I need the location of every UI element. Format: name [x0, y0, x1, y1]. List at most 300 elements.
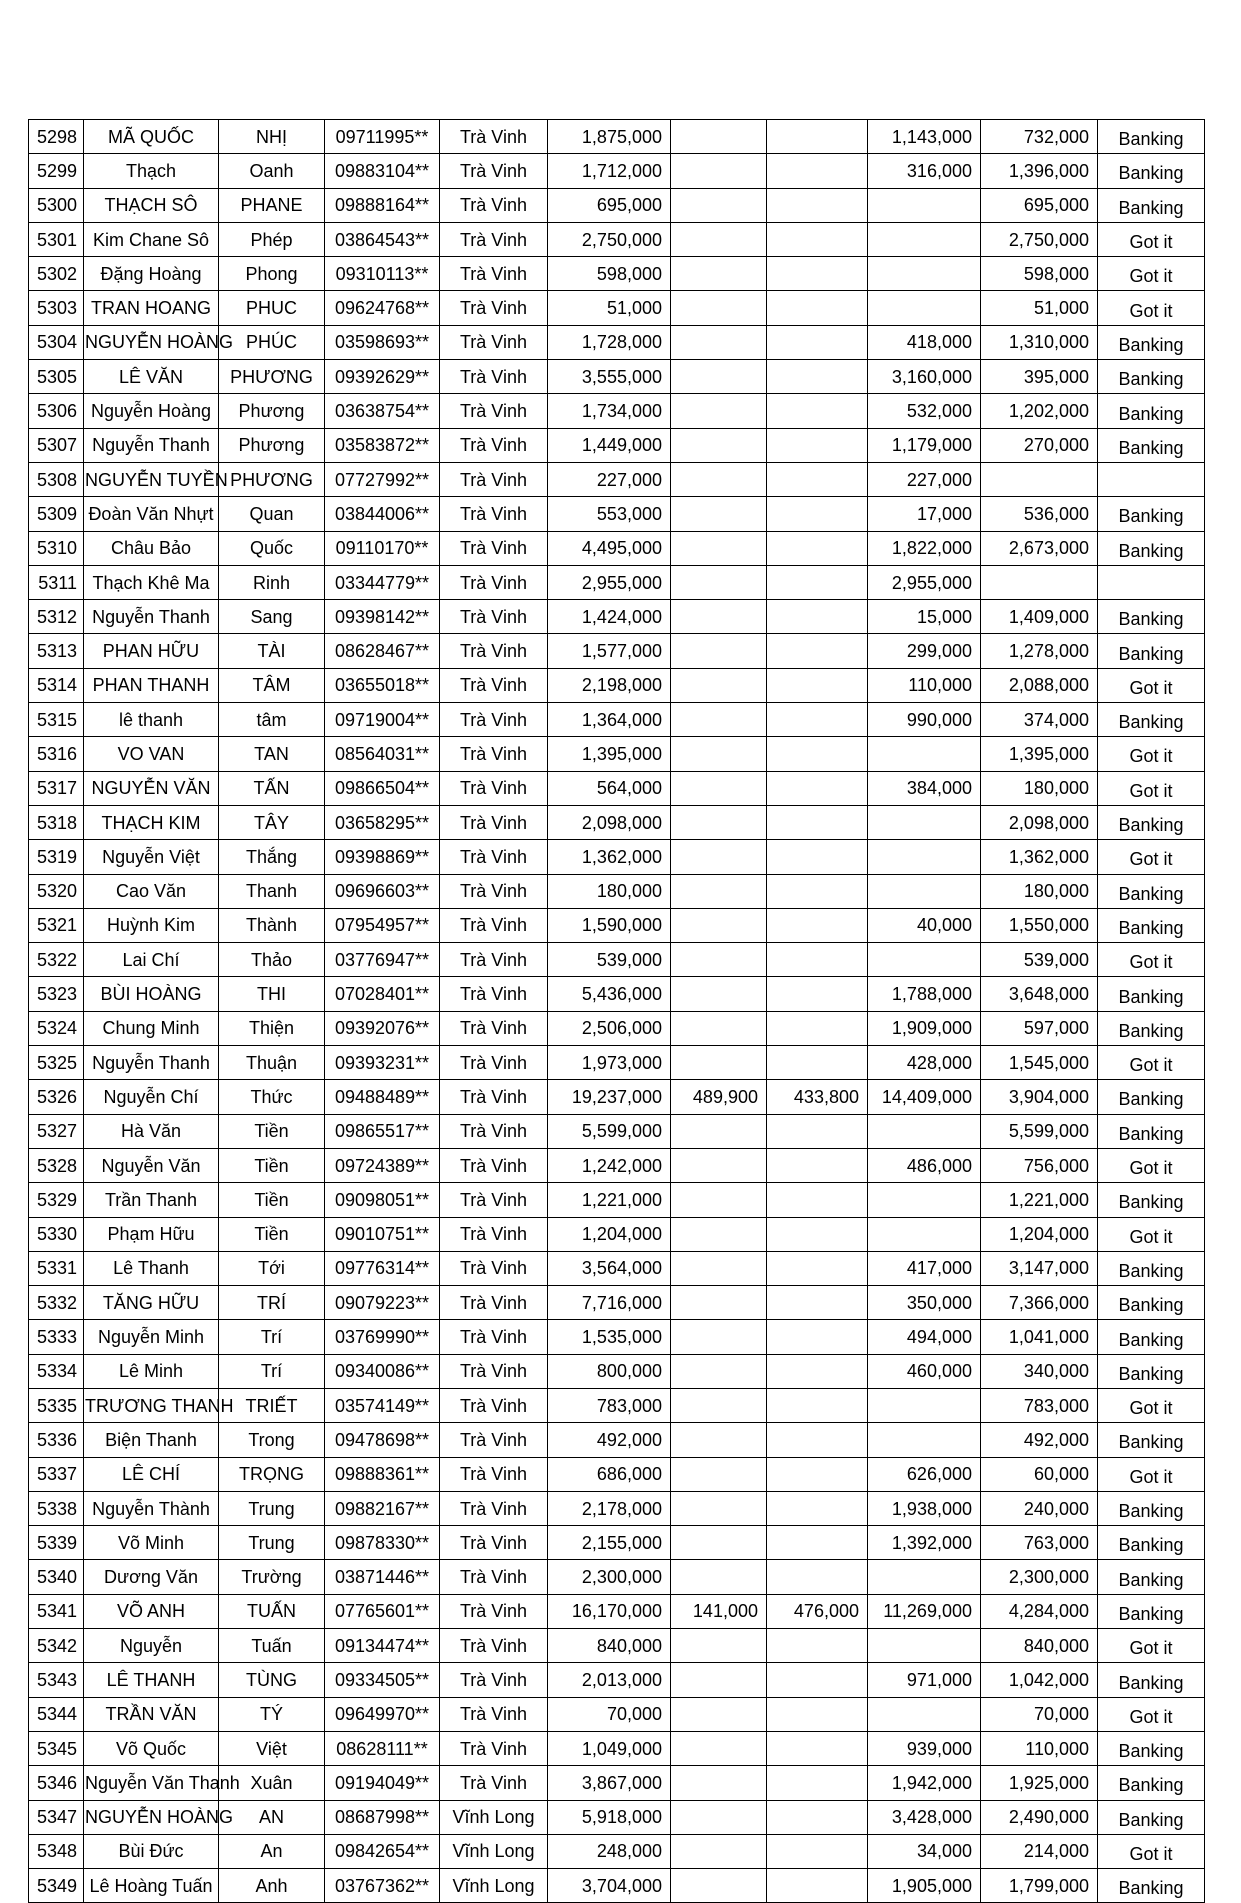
- amount-column-3: 316,000: [868, 154, 981, 188]
- total-amount: 1,204,000: [548, 1217, 671, 1251]
- remaining-amount: 1,799,000: [981, 1869, 1098, 1903]
- row-number: 5347: [29, 1800, 84, 1834]
- province: Trà Vinh: [440, 840, 548, 874]
- amount-column-3: 14,409,000: [868, 1080, 981, 1114]
- amount-column-2: [767, 977, 868, 1011]
- amount-column-2: [767, 565, 868, 599]
- province: Vĩnh Long: [440, 1800, 548, 1834]
- amount-column-3: 428,000: [868, 1046, 981, 1080]
- total-amount: 227,000: [548, 462, 671, 496]
- total-amount: 1,395,000: [548, 737, 671, 771]
- province: Trà Vinh: [440, 1731, 548, 1765]
- given-name: Tiền: [219, 1217, 325, 1251]
- family-name: Nguyễn Thanh: [84, 428, 219, 462]
- total-amount: 19,237,000: [548, 1080, 671, 1114]
- family-name: Nguyễn: [84, 1629, 219, 1663]
- amount-column-3: 1,905,000: [868, 1869, 981, 1903]
- total-amount: 7,716,000: [548, 1286, 671, 1320]
- amount-column-2: [767, 360, 868, 394]
- payment-method: Got it: [1098, 840, 1205, 874]
- amount-column-3: 3,428,000: [868, 1800, 981, 1834]
- phone-number: 09310113**: [325, 257, 440, 291]
- row-number: 5302: [29, 257, 84, 291]
- table-row: [29, 1663, 1205, 1697]
- amount-column-2: [767, 1217, 868, 1251]
- amount-column-1: [671, 1183, 767, 1217]
- row-number: 5342: [29, 1629, 84, 1663]
- family-name: TRẦN VĂN: [84, 1697, 219, 1731]
- table-row: [29, 428, 1205, 462]
- amount-column-3: [868, 1697, 981, 1731]
- amount-column-2: [767, 737, 868, 771]
- table-row: [29, 1080, 1205, 1114]
- table-row: [29, 531, 1205, 565]
- family-name: LÊ CHÍ: [84, 1457, 219, 1491]
- amount-column-1: [671, 805, 767, 839]
- family-name: Kim Chane Sô: [84, 222, 219, 256]
- amount-column-1: [671, 1011, 767, 1045]
- given-name: TÝ: [219, 1697, 325, 1731]
- remaining-amount: 3,904,000: [981, 1080, 1098, 1114]
- total-amount: 2,013,000: [548, 1663, 671, 1697]
- family-name: VÕ ANH: [84, 1594, 219, 1628]
- amount-column-1: [671, 1766, 767, 1800]
- table-row: [29, 1629, 1205, 1663]
- total-amount: 3,555,000: [548, 360, 671, 394]
- amount-column-1: [671, 360, 767, 394]
- province: Trà Vinh: [440, 1183, 548, 1217]
- remaining-amount: 51,000: [981, 291, 1098, 325]
- payment-method: Got it: [1098, 1046, 1205, 1080]
- given-name: Thảo: [219, 943, 325, 977]
- row-number: 5330: [29, 1217, 84, 1251]
- phone-number: 09724389**: [325, 1148, 440, 1182]
- row-number: 5303: [29, 291, 84, 325]
- payment-method: Banking: [1098, 1526, 1205, 1560]
- given-name: PHÚC: [219, 325, 325, 359]
- given-name: TÀI: [219, 634, 325, 668]
- row-number: 5316: [29, 737, 84, 771]
- phone-number: 09334505**: [325, 1663, 440, 1697]
- province: Trà Vinh: [440, 1663, 548, 1697]
- amount-column-1: [671, 1423, 767, 1457]
- amount-column-2: [767, 1766, 868, 1800]
- table-row: [29, 1046, 1205, 1080]
- row-number: 5325: [29, 1046, 84, 1080]
- remaining-amount: 270,000: [981, 428, 1098, 462]
- table-row: [29, 1251, 1205, 1285]
- amount-column-3: 2,955,000: [868, 565, 981, 599]
- row-number: 5341: [29, 1594, 84, 1628]
- table-row: [29, 977, 1205, 1011]
- amount-column-3: [868, 1423, 981, 1457]
- table-row: [29, 943, 1205, 977]
- amount-column-2: [767, 154, 868, 188]
- amount-column-2: [767, 257, 868, 291]
- remaining-amount: 1,409,000: [981, 600, 1098, 634]
- row-number: 5309: [29, 497, 84, 531]
- total-amount: 1,221,000: [548, 1183, 671, 1217]
- phone-number: 09719004**: [325, 703, 440, 737]
- remaining-amount: 3,648,000: [981, 977, 1098, 1011]
- remaining-amount: 7,366,000: [981, 1286, 1098, 1320]
- amount-column-1: [671, 1629, 767, 1663]
- family-name: Lê Thanh: [84, 1251, 219, 1285]
- phone-number: 09866504**: [325, 771, 440, 805]
- phone-number: 09649970**: [325, 1697, 440, 1731]
- row-number: 5306: [29, 394, 84, 428]
- family-name: Huỳnh Kim: [84, 908, 219, 942]
- row-number: 5348: [29, 1834, 84, 1868]
- amount-column-2: [767, 634, 868, 668]
- amount-column-2: [767, 1114, 868, 1148]
- total-amount: 3,704,000: [548, 1869, 671, 1903]
- remaining-amount: 2,490,000: [981, 1800, 1098, 1834]
- table-row: [29, 1594, 1205, 1628]
- amount-column-2: [767, 120, 868, 154]
- total-amount: 180,000: [548, 874, 671, 908]
- province: Trà Vinh: [440, 874, 548, 908]
- row-number: 5315: [29, 703, 84, 737]
- family-name: Nguyễn Văn: [84, 1148, 219, 1182]
- phone-number: 07028401**: [325, 977, 440, 1011]
- total-amount: 16,170,000: [548, 1594, 671, 1628]
- given-name: TÂM: [219, 668, 325, 702]
- row-number: 5329: [29, 1183, 84, 1217]
- amount-column-2: [767, 1388, 868, 1422]
- remaining-amount: 3,147,000: [981, 1251, 1098, 1285]
- amount-column-1: [671, 1251, 767, 1285]
- province: Trà Vinh: [440, 325, 548, 359]
- amount-column-2: [767, 1046, 868, 1080]
- amount-column-3: 1,143,000: [868, 120, 981, 154]
- table-row: [29, 1491, 1205, 1525]
- total-amount: 2,178,000: [548, 1491, 671, 1525]
- payment-method: Banking: [1098, 428, 1205, 462]
- family-name: Võ Quốc: [84, 1731, 219, 1765]
- remaining-amount: 2,673,000: [981, 531, 1098, 565]
- amount-column-1: [671, 1457, 767, 1491]
- amount-column-1: [671, 497, 767, 531]
- row-number: 5337: [29, 1457, 84, 1491]
- table-row: [29, 703, 1205, 737]
- phone-number: 03344779**: [325, 565, 440, 599]
- amount-column-1: [671, 1834, 767, 1868]
- province: Trà Vinh: [440, 565, 548, 599]
- amount-column-3: 3,160,000: [868, 360, 981, 394]
- payment-method: Banking: [1098, 531, 1205, 565]
- payment-method: Banking: [1098, 360, 1205, 394]
- remaining-amount: 763,000: [981, 1526, 1098, 1560]
- phone-number: 07765601**: [325, 1594, 440, 1628]
- payment-method: Banking: [1098, 1423, 1205, 1457]
- total-amount: 1,449,000: [548, 428, 671, 462]
- payment-method: Got it: [1098, 668, 1205, 702]
- phone-number: 09478698**: [325, 1423, 440, 1457]
- table-row: [29, 1869, 1205, 1903]
- phone-number: 08628111**: [325, 1731, 440, 1765]
- province: Trà Vinh: [440, 497, 548, 531]
- given-name: Thuận: [219, 1046, 325, 1080]
- amount-column-3: [868, 1388, 981, 1422]
- row-number: 5326: [29, 1080, 84, 1114]
- amount-column-1: 141,000: [671, 1594, 767, 1628]
- phone-number: 09888361**: [325, 1457, 440, 1491]
- family-name: Nguyễn Hoàng: [84, 394, 219, 428]
- province: Trà Vinh: [440, 908, 548, 942]
- amount-column-2: [767, 1457, 868, 1491]
- phone-number: 09392076**: [325, 1011, 440, 1045]
- amount-column-1: [671, 908, 767, 942]
- total-amount: 1,973,000: [548, 1046, 671, 1080]
- amount-column-3: 494,000: [868, 1320, 981, 1354]
- province: Trà Vinh: [440, 257, 548, 291]
- phone-number: 09098051**: [325, 1183, 440, 1217]
- remaining-amount: 732,000: [981, 120, 1098, 154]
- amount-column-1: [671, 703, 767, 737]
- phone-number: 09398869**: [325, 840, 440, 874]
- amount-column-1: [671, 188, 767, 222]
- phone-number: 09865517**: [325, 1114, 440, 1148]
- total-amount: 3,867,000: [548, 1766, 671, 1800]
- given-name: Trung: [219, 1526, 325, 1560]
- total-amount: 5,599,000: [548, 1114, 671, 1148]
- amount-column-2: [767, 188, 868, 222]
- amount-column-2: [767, 1834, 868, 1868]
- payment-method: Banking: [1098, 1594, 1205, 1628]
- amount-column-1: [671, 428, 767, 462]
- total-amount: 2,098,000: [548, 805, 671, 839]
- family-name: Đoàn Văn Nhựt: [84, 497, 219, 531]
- given-name: Trong: [219, 1423, 325, 1457]
- amount-column-3: 418,000: [868, 325, 981, 359]
- payment-method: Banking: [1098, 1663, 1205, 1697]
- province: Trà Vinh: [440, 360, 548, 394]
- total-amount: 1,535,000: [548, 1320, 671, 1354]
- amount-column-2: [767, 1286, 868, 1320]
- total-amount: 3,564,000: [548, 1251, 671, 1285]
- amount-column-3: [868, 1183, 981, 1217]
- amount-column-3: 626,000: [868, 1457, 981, 1491]
- table-row: [29, 1423, 1205, 1457]
- row-number: 5313: [29, 634, 84, 668]
- remaining-amount: 1,041,000: [981, 1320, 1098, 1354]
- amount-column-3: [868, 737, 981, 771]
- remaining-amount: 240,000: [981, 1491, 1098, 1525]
- payment-method: Banking: [1098, 1869, 1205, 1903]
- row-number: 5317: [29, 771, 84, 805]
- phone-number: 09711995**: [325, 120, 440, 154]
- table-row: [29, 1766, 1205, 1800]
- table-row: [29, 1286, 1205, 1320]
- remaining-amount: 70,000: [981, 1697, 1098, 1731]
- phone-number: 09392629**: [325, 360, 440, 394]
- payment-method: Got it: [1098, 1629, 1205, 1663]
- total-amount: 2,506,000: [548, 1011, 671, 1045]
- amount-column-3: 939,000: [868, 1731, 981, 1765]
- row-number: 5323: [29, 977, 84, 1011]
- family-name: Thạch: [84, 154, 219, 188]
- amount-column-3: 1,822,000: [868, 531, 981, 565]
- given-name: AN: [219, 1800, 325, 1834]
- amount-column-3: [868, 291, 981, 325]
- amount-column-3: [868, 1560, 981, 1594]
- payment-method: [1098, 565, 1205, 599]
- amount-column-1: [671, 874, 767, 908]
- payment-method: Banking: [1098, 325, 1205, 359]
- family-name: Bùi Đức: [84, 1834, 219, 1868]
- amount-column-2: [767, 325, 868, 359]
- remaining-amount: 695,000: [981, 188, 1098, 222]
- phone-number: 03655018**: [325, 668, 440, 702]
- row-number: 5344: [29, 1697, 84, 1731]
- province: Trà Vinh: [440, 771, 548, 805]
- province: Trà Vinh: [440, 1491, 548, 1525]
- given-name: Tiền: [219, 1183, 325, 1217]
- family-name: NGUYỄN HOÀNG: [84, 1800, 219, 1834]
- family-name: PHAN THANH: [84, 668, 219, 702]
- remaining-amount: 1,362,000: [981, 840, 1098, 874]
- family-name: TRƯƠNG THANH: [84, 1388, 219, 1422]
- phone-number: 09010751**: [325, 1217, 440, 1251]
- table-row: [29, 1114, 1205, 1148]
- province: Trà Vinh: [440, 1148, 548, 1182]
- table-row: [29, 257, 1205, 291]
- amount-column-3: 1,179,000: [868, 428, 981, 462]
- family-name: Nguyễn Việt: [84, 840, 219, 874]
- remaining-amount: 1,221,000: [981, 1183, 1098, 1217]
- table-row: [29, 1834, 1205, 1868]
- row-number: 5334: [29, 1354, 84, 1388]
- family-name: Hà Văn: [84, 1114, 219, 1148]
- amount-column-3: 11,269,000: [868, 1594, 981, 1628]
- amount-column-1: [671, 1114, 767, 1148]
- total-amount: 553,000: [548, 497, 671, 531]
- total-amount: 686,000: [548, 1457, 671, 1491]
- family-name: Nguyễn Thanh: [84, 600, 219, 634]
- amount-column-2: [767, 908, 868, 942]
- remaining-amount: 180,000: [981, 771, 1098, 805]
- province: Trà Vinh: [440, 462, 548, 496]
- amount-column-3: [868, 188, 981, 222]
- total-amount: 598,000: [548, 257, 671, 291]
- remaining-amount: 395,000: [981, 360, 1098, 394]
- amount-column-3: 417,000: [868, 1251, 981, 1285]
- payment-method: Banking: [1098, 1080, 1205, 1114]
- amount-column-2: [767, 1491, 868, 1525]
- given-name: Trí: [219, 1354, 325, 1388]
- table-row: [29, 805, 1205, 839]
- province: Trà Vinh: [440, 943, 548, 977]
- given-name: PHANE: [219, 188, 325, 222]
- row-number: 5299: [29, 154, 84, 188]
- table-row: [29, 1560, 1205, 1594]
- table-row: [29, 1457, 1205, 1491]
- family-name: VO VAN: [84, 737, 219, 771]
- table-row: [29, 1731, 1205, 1765]
- given-name: Trường: [219, 1560, 325, 1594]
- phone-number: 08628467**: [325, 634, 440, 668]
- table-row: [29, 668, 1205, 702]
- table-row: [29, 394, 1205, 428]
- row-number: 5311: [29, 565, 84, 599]
- payment-method: Banking: [1098, 154, 1205, 188]
- payment-method: Banking: [1098, 874, 1205, 908]
- payment-method: [1098, 462, 1205, 496]
- amount-column-3: 1,938,000: [868, 1491, 981, 1525]
- amount-column-1: [671, 154, 767, 188]
- row-number: 5319: [29, 840, 84, 874]
- phone-number: 09134474**: [325, 1629, 440, 1663]
- province: Trà Vinh: [440, 703, 548, 737]
- total-amount: 248,000: [548, 1834, 671, 1868]
- table-row: [29, 222, 1205, 256]
- payment-method: Banking: [1098, 1320, 1205, 1354]
- remaining-amount: 60,000: [981, 1457, 1098, 1491]
- amount-column-1: [671, 771, 767, 805]
- amount-column-2: [767, 1526, 868, 1560]
- amount-column-2: 476,000: [767, 1594, 868, 1628]
- total-amount: 492,000: [548, 1423, 671, 1457]
- payment-method: Banking: [1098, 1731, 1205, 1765]
- given-name: TRIẾT: [219, 1388, 325, 1422]
- total-amount: 783,000: [548, 1388, 671, 1422]
- amount-column-2: [767, 1320, 868, 1354]
- amount-column-1: [671, 257, 767, 291]
- family-name: Nguyễn Thành: [84, 1491, 219, 1525]
- province: Trà Vinh: [440, 977, 548, 1011]
- row-number: 5331: [29, 1251, 84, 1285]
- amount-column-3: 532,000: [868, 394, 981, 428]
- row-number: 5304: [29, 325, 84, 359]
- family-name: Võ Minh: [84, 1526, 219, 1560]
- family-name: TRAN HOANG: [84, 291, 219, 325]
- remaining-amount: 1,202,000: [981, 394, 1098, 428]
- amount-column-1: [671, 840, 767, 874]
- phone-number: 09776314**: [325, 1251, 440, 1285]
- total-amount: 2,198,000: [548, 668, 671, 702]
- amount-column-1: [671, 1046, 767, 1080]
- province: Trà Vinh: [440, 1457, 548, 1491]
- family-name: LÊ THANH: [84, 1663, 219, 1697]
- given-name: Việt: [219, 1731, 325, 1765]
- phone-number: 03844006**: [325, 497, 440, 531]
- amount-column-2: 433,800: [767, 1080, 868, 1114]
- amount-column-3: [868, 1114, 981, 1148]
- table-row: [29, 600, 1205, 634]
- given-name: Tới: [219, 1251, 325, 1285]
- amount-column-3: 1,392,000: [868, 1526, 981, 1560]
- row-number: 5336: [29, 1423, 84, 1457]
- amount-column-3: [868, 840, 981, 874]
- amount-column-2: [767, 531, 868, 565]
- amount-column-2: [767, 1731, 868, 1765]
- payment-method: Banking: [1098, 188, 1205, 222]
- remaining-amount: 2,750,000: [981, 222, 1098, 256]
- province: Trà Vinh: [440, 428, 548, 462]
- amount-column-1: [671, 1800, 767, 1834]
- phone-number: 03638754**: [325, 394, 440, 428]
- payment-method: Banking: [1098, 1114, 1205, 1148]
- payment-method: Got it: [1098, 1388, 1205, 1422]
- amount-column-1: [671, 634, 767, 668]
- given-name: Rinh: [219, 565, 325, 599]
- total-amount: 51,000: [548, 291, 671, 325]
- payment-method: Banking: [1098, 977, 1205, 1011]
- table-row: [29, 874, 1205, 908]
- family-name: Lê Hoàng Tuấn: [84, 1869, 219, 1903]
- amount-column-1: [671, 291, 767, 325]
